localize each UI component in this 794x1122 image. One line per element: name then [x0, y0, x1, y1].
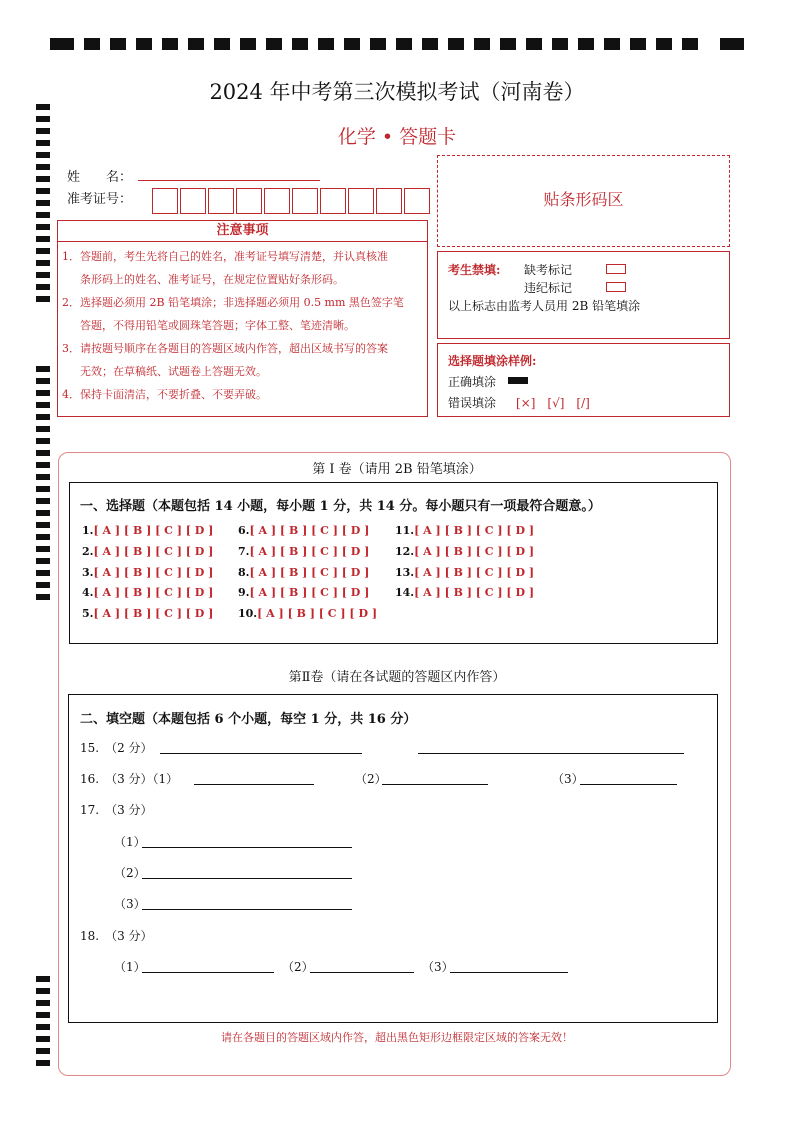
timing-marks-top — [50, 38, 744, 50]
forbidden-label: 考生禁填: — [448, 263, 501, 277]
id-number-cells[interactable] — [152, 188, 432, 212]
q17-sub1: （1） — [114, 835, 146, 849]
part2-heading: 第Ⅱ卷（请在各试题的答题区内作答） — [288, 670, 506, 685]
id-label: 准考证号： — [67, 192, 133, 207]
mcq-item[interactable]: 8.[ A ] [ B ] [ C ] [ D ] — [238, 566, 370, 579]
q17-sub3: （3） — [114, 897, 146, 911]
mcq-item[interactable]: 11.[ A ] [ B ] [ C ] [ D ] — [395, 524, 535, 537]
q17-label: 17. （3 分） — [80, 803, 153, 817]
mcq-item[interactable]: 10.[ A ] [ B ] [ C ] [ D ] — [238, 607, 378, 620]
q15-label: 15. （2 分） — [80, 741, 153, 755]
q16-label: 16. （3 分）（1） — [80, 772, 179, 786]
mcq-item[interactable]: 2.[ A ] [ B ] [ C ] [ D ] — [82, 545, 214, 558]
barcode-area-label: 贴条形码区 — [543, 190, 624, 209]
mcq-section-title: 一、选择题（本题包括 14 小题，每小题 1 分，共 14 分。每小题只有一项最符合题意。） — [80, 499, 601, 514]
mcq-item[interactable]: 7.[ A ] [ B ] [ C ] [ D ] — [238, 545, 370, 558]
notice-title: 注意事项 — [57, 220, 428, 242]
mcq-item[interactable]: 9.[ A ] [ B ] [ C ] [ D ] — [238, 586, 370, 599]
violation-mark-box[interactable] — [606, 282, 626, 292]
q18-label: 18. （3 分） — [80, 929, 153, 943]
mcq-item[interactable]: 3.[ A ] [ B ] [ C ] [ D ] — [82, 566, 214, 579]
correct-fill-sample — [508, 377, 528, 384]
page-subtitle: 化学 • 答题卡 — [337, 126, 457, 148]
mcq-item[interactable]: 12.[ A ] [ B ] [ C ] [ D ] — [395, 545, 535, 558]
mcq-item[interactable]: 13.[ A ] [ B ] [ C ] [ D ] — [395, 566, 535, 579]
correct-fill-label: 正确填涂 — [448, 375, 497, 389]
q17-sub2: （2） — [114, 866, 146, 880]
absent-mark-box[interactable] — [606, 264, 626, 274]
q18-blank-2[interactable] — [310, 958, 414, 973]
wrong-fill-label: 错误填涂 — [448, 396, 497, 410]
q18-sub1: （1） — [114, 960, 146, 974]
q16-blank-3[interactable] — [580, 770, 677, 785]
name-field[interactable] — [138, 180, 320, 181]
footer-warning: 请在各题目的答题区域内作答，超出黑色矩形边框限定区域的答案无效！ — [221, 1031, 573, 1044]
mcq-item[interactable]: 6.[ A ] [ B ] [ C ] [ D ] — [238, 524, 370, 537]
q17-blank-3[interactable] — [142, 895, 352, 910]
name-label: 姓 名： — [67, 170, 133, 185]
part1-heading: 第 I 卷（请用 2B 铅笔填涂） — [312, 462, 482, 477]
q18-blank-1[interactable] — [142, 958, 274, 973]
q17-blank-2[interactable] — [142, 864, 352, 879]
q18-blank-3[interactable] — [450, 958, 568, 973]
q16-blank-2[interactable] — [382, 770, 488, 785]
q15-blank-2[interactable] — [418, 739, 684, 754]
sample-title: 选择题填涂样例: — [448, 354, 537, 368]
absent-label: 缺考标记 — [524, 263, 573, 277]
q16-blank-1[interactable] — [194, 770, 314, 785]
mcq-item[interactable]: 4.[ A ] [ B ] [ C ] [ D ] — [82, 586, 214, 599]
mcq-item[interactable]: 5.[ A ] [ B ] [ C ] [ D ] — [82, 607, 214, 620]
fill-section-title: 二、填空题（本题包括 6 个小题，每空 1 分，共 16 分） — [80, 712, 417, 727]
q18-sub3: （3） — [422, 960, 454, 974]
wrong-fill-samples: [×] [√] [/] — [516, 396, 590, 410]
q18-sub2: （2） — [282, 960, 314, 974]
forbidden-note: 以上标志由监考人员用 2B 铅笔填涂 — [448, 299, 641, 313]
violation-label: 违纪标记 — [524, 281, 573, 295]
q16-sub2: （2） — [355, 772, 387, 786]
mcq-item[interactable]: 14.[ A ] [ B ] [ C ] [ D ] — [395, 586, 535, 599]
notice-item: 1．答题前，考生先将自己的姓名，准考证号填写清楚，并认真核准 条形码上的姓名、准考证号，在规定位置贴好条形码。 2．选择题必须用 2B 铅笔填涂；非选择题必须用 0.5 mm 黑色签字笔 答题，不得用铅笔或圆珠笔答题；字体工整、笔迹清晰。 3．请按题号顺序在各题目的答题区域内作答，超出区域书写的答案 无效；在草稿纸、试题卷上答题无效。 4．保持卡面清洁，不要折叠、不要弄破。 — [62, 250, 404, 401]
q15-blank-1[interactable] — [160, 739, 362, 754]
mcq-item[interactable]: 1.[ A ] [ B ] [ C ] [ D ] — [82, 524, 214, 537]
page-title: 2024 年中考第三次模拟考试（河南卷） — [209, 80, 585, 104]
q17-blank-1[interactable] — [142, 833, 352, 848]
q16-sub3: （3） — [552, 772, 584, 786]
